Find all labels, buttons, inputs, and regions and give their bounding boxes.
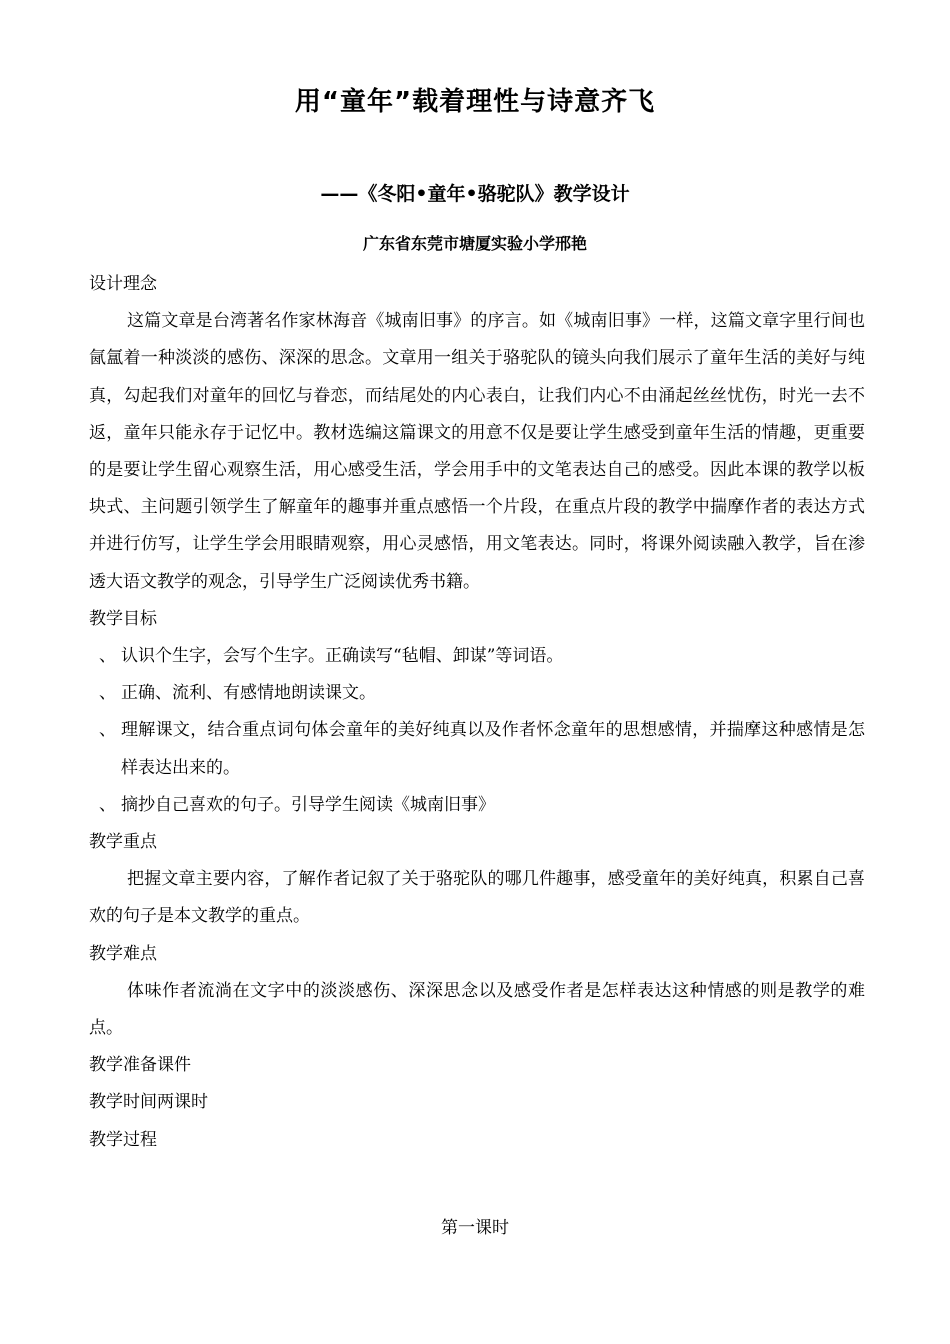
- goal-item: [89, 638, 865, 675]
- document-body: [89, 266, 865, 1159]
- document-title: 用“童年”载着理性与诗意齐飞: [294, 87, 656, 117]
- goal-marker: 、: [99, 720, 116, 741]
- key-points-paragraph: 把握文章主要内容，了解作者记叙了关于骆驼队的哪几件趣事，感受童年的美好纯真，积累自己喜欢的句子是本文教学的重点。: [89, 869, 865, 927]
- preparation-line: 教学准备课件: [89, 1055, 191, 1076]
- goal-text: 摘抄自己喜欢的句子。引导学生阅读《城南旧事》: [121, 794, 495, 815]
- goal-text: 正确、流利、有感情地朗读课文。: [121, 683, 376, 704]
- goal-item: [89, 712, 865, 786]
- section-heading-key-points: 教学重点: [89, 832, 157, 853]
- author-line: 广东省东莞市塘厦实验小学邢艳: [362, 234, 587, 253]
- goals-list: [89, 638, 865, 824]
- document-subtitle: ——《冬阳•童年•骆驼队》教学设计: [320, 183, 630, 205]
- process-heading: 教学过程: [89, 1129, 157, 1150]
- goal-marker: 、: [99, 683, 116, 704]
- goal-text: 理解课文，结合重点词句体会童年的美好纯真以及作者怀念童年的思想感情，并揣摩这种感情是怎样表达出来的。: [121, 720, 865, 778]
- section-heading-goals: 教学目标: [89, 608, 157, 629]
- goal-marker: 、: [99, 794, 116, 815]
- time-line: 教学时间两课时: [89, 1092, 208, 1113]
- section-heading-difficulties: 教学难点: [89, 943, 157, 964]
- section-heading-concept: 设计理念: [89, 274, 157, 294]
- goal-item: [89, 787, 865, 824]
- goal-text: 认识个生字，会写个生字。正确读写“毡帽、卸谋”等词语。: [121, 646, 564, 667]
- concept-paragraph: 这篇文章是台湾著名作家林海音《城南旧事》的序言。如《城南旧事》一样，这篇文章字里行间也氤氲着一种淡淡的感伤、深深的思念。文章用一组关于骆驼队的镜头向我们展示了童年生活的美好与纯真，勾起我们对童年的回忆与眷恋，而结尾处的内心表白，让我们内心不由涌起丝丝忧伤，时光一去不返，童年只能永存于记忆中。教材选编这篇课文的用意不仅是要让学生感受到童年生活的情趣，更重要的是要让学生留心观察生活，用心感受生活，学会用手中的文笔表达自己的感受。因此本课的教学以板块式、主问题引领学生了解童年的趣事并重点感悟一个片段，在重点片段的教学中揣摩作者的表达方式并进行仿写，让学生学会用眼睛观察，用心灵感悟，用文笔表达。同时，将课外阅读融入教学，旨在渗透大语文教学的观念，引导学生广泛阅读优秀书籍。: [89, 311, 865, 592]
- goal-marker: 、: [99, 646, 116, 667]
- goal-item: [89, 675, 865, 712]
- difficulties-paragraph: 体味作者流淌在文字中的淡淡感伤、深深思念以及感受作者是怎样表达这种情感的则是教学的难点。: [89, 980, 865, 1039]
- lesson-label: 第一课时: [441, 1218, 509, 1238]
